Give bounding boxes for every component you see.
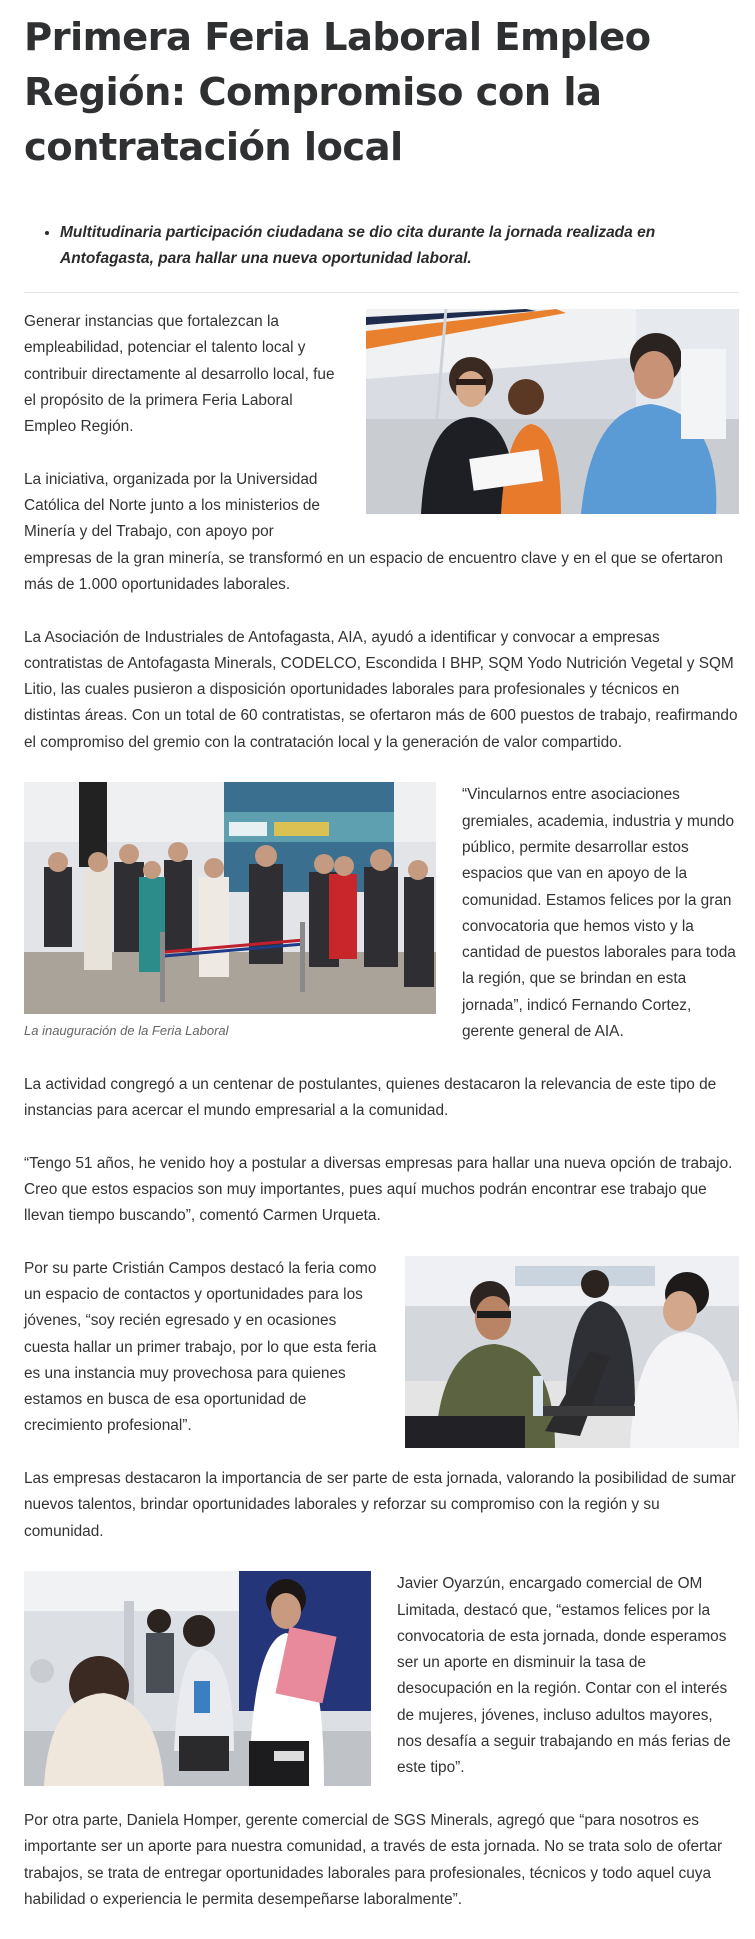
photo-caption: La inauguración de la Feria Laboral [24,1023,229,1039]
article-title: Primera Feria Laboral Empleo Región: Compromiso con la contratación local [24,15,651,170]
paragraph-2: La iniciativa, organizada por la Universidad Católica del Norte junto a los ministerios de Minería y del Trabajo, con apoyo por empresas de la gran minería, se transformó en un espacio de encuentro clave y en el que se ofertaron más de 1.000 oportunidades laborales. [24,470,723,593]
paragraph-6: “Tengo 51 años, he venido hoy a postular a diversas empresas para hallar una nueva opción de trabajo. Creo que estos espacios son muy importantes, pues aquí muchos podrán encontrar ese trabajo que llevan tiempo buscando”, comentó Carmen Urqueta. [24,1154,733,1225]
paragraph-3: La Asociación de Industriales de Antofagasta, AIA, ayudó a identificar y convocar a empresas contratistas de Antofagasta Minerals, CODELCO, Escondida I BHP, SQM Yodo Nutrición Vegetal y SQM Litio, las cuales pusieron a disposición oportunidades laborales para profesionales y técnicos en distintas áreas. Con un total de 60 contratistas, se ofertaron más de 600 puestos de trabajo, reafirmando el compromiso del gremio con la contratación local y la generación de valor compartido. [24,628,738,751]
paragraph-8: Las empresas destacaron la importancia de ser parte de esta jornada, valorando la posibilidad de sumar nuevos talentos, brindar oportunidades laborales y reforzar su compromiso con la región y su comunidad. [24,1470,736,1540]
divider [24,292,739,293]
paragraph-9: Javier Oyarzún, encargado comercial de OM Limitada, destacó que, “estamos felices por la convocatoria de esta jornada, donde esperamos ser un aporte en disminuir la tasa de desocupación en la región. Contar con el interés de mujeres, jóvenes, incluso adultos mayores, nos desafía a seguir trabajando en más ferias de este tipo”. [397,1575,731,1777]
article [24,0,739,1939]
paragraph-10: Por otra parte, Daniela Homper, gerente comercial de SGS Minerals, agregó que “para nosotros es importante ser un aporte para nuestra comunidad, a través de esta jornada. No se trata solo de ofertar trabajos, se trata de entregar oportunidades laborales para profesionales, técnicos y todo aquel cuya habilidad o experiencia le permita desempeñarse laboralmente”. [24,1811,723,1908]
lead-list [24,220,739,272]
photo-document-handover [366,309,739,514]
paragraph-4: “Vincularnos entre asociaciones gremiales, academia, industria y mundo público, permite desarrollar estos espacios que van en apoyo de la comunidad. Estamos felices por la gran convocatoria que hemos visto y la cantidad de puestos laborales para toda la región, que se brindan en esta jornada”, indicó Fernando Cortez, gerente general de AIA. [462,786,736,1041]
paragraph-7: Por su parte Cristián Campos destacó la feria como un espacio de contactos y oportunidades para los jóvenes, “soy recién egresado y en ocasiones cuesta hallar un primer trabajo, por lo que esta feria es una instancia muy provechosa para quienes estamos en busca de esa oportunidad de crecimiento profesional”. [24,1259,377,1435]
figure-inauguration [24,782,436,1040]
paragraph-1: Generar instancias que fortalezcan la empleabilidad, potenciar el talento local y contribuir directamente al desarrollo local, fue el propósito de la primera Feria Laboral Empleo Región. [24,313,335,436]
photo-booth-attention [24,1571,371,1786]
photo-inauguration [24,782,436,1014]
photo-applicants-laptop [405,1256,739,1448]
paragraph-5: La actividad congregó a un centenar de postulantes, quienes destacaron la relevancia de este tipo de instancias para acercar el mundo empresarial a la comunidad. [24,1075,717,1119]
lead-item: • Multitudinaria participación ciudadana se dio cita durante la jornada realizada en Antofagasta, para hallar una nueva oportunidad laboral. [60,220,739,272]
